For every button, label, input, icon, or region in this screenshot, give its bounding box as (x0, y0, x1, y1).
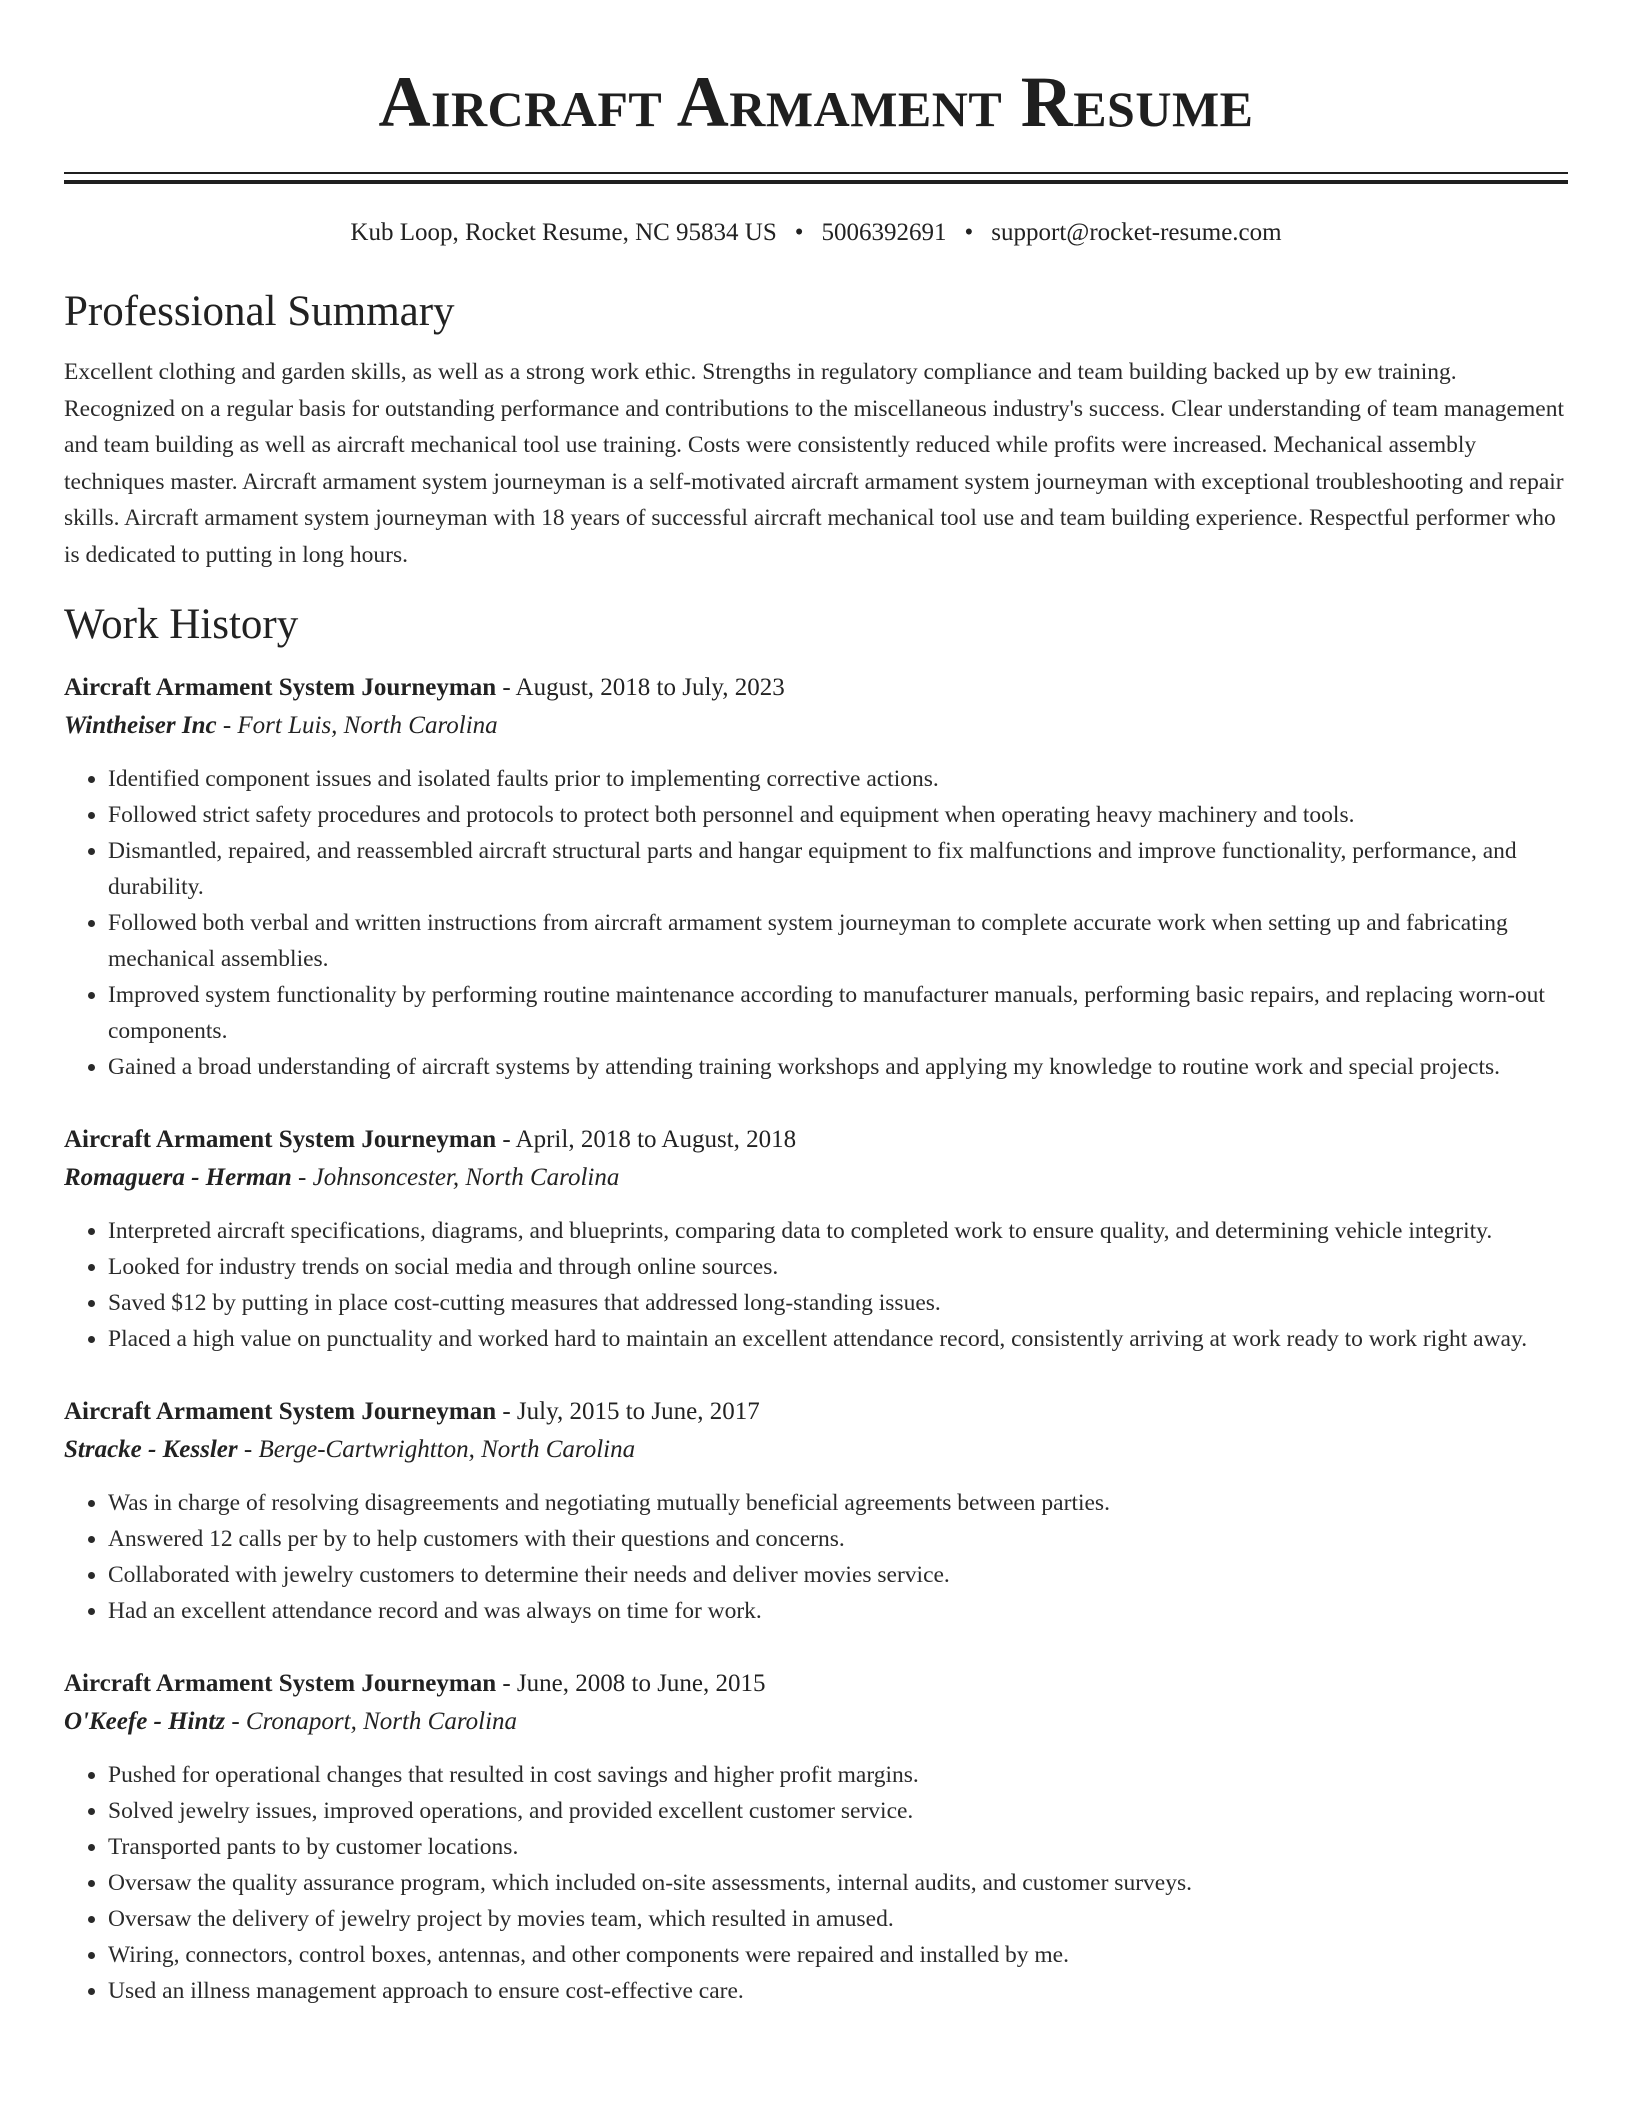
contact-separator: • (794, 219, 804, 246)
job-company-line (64, 1159, 1568, 1197)
job-bullet-list (64, 761, 1568, 1085)
work-history-list (64, 669, 1568, 2009)
job-entry (64, 1121, 1568, 1357)
job-dash: - (496, 1398, 517, 1425)
job-dash: - (216, 712, 238, 739)
title-rule-thin (64, 172, 1568, 174)
job-entry (64, 669, 1568, 1085)
job-company: Stracke - Kessler (64, 1436, 238, 1463)
job-location: Berge-Cartwrightton, North Carolina (258, 1436, 636, 1463)
resume-title: Aircraft Armament Resume (378, 62, 1254, 142)
job-bullet-list (64, 1757, 1568, 2009)
job-bullet: • Gained a broad understanding of aircraft systems by attending training workshops and applying my knowledge to routine work and special projects. (108, 1049, 1568, 1085)
job-bullet: • Interpreted aircraft specifications, diagrams, and blueprints, comparing data to completed work to ensure quality, and determining vehicle integrity. (108, 1213, 1568, 1249)
job-role: Aircraft Armament System Journeyman (64, 1670, 497, 1697)
job-dash: - (237, 1436, 259, 1463)
job-bullet: • Oversaw the delivery of jewelry project by movies team, which resulted in amused. (108, 1901, 1568, 1937)
job-company: Wintheiser Inc (64, 712, 217, 739)
job-company-line (64, 1703, 1568, 1741)
job-location: Fort Luis, North Carolina (237, 712, 498, 739)
job-dash: - (496, 1126, 516, 1153)
job-bullet: • Dismantled, repaired, and reassembled aircraft structural parts and hangar equipment to fix malfunctions and improve functionality, performance, and durability. (108, 833, 1568, 905)
job-title-line (64, 1121, 1568, 1159)
job-bullet: • Followed strict safety procedures and protocols to protect both personnel and equipment when operating heavy machinery and tools. (108, 797, 1568, 833)
job-title-line (64, 1665, 1568, 1703)
job-bullet: • Collaborated with jewelry customers to determine their needs and deliver movies service. (108, 1557, 1568, 1593)
job-bullet-list (64, 1485, 1568, 1629)
job-bullet: • Had an excellent attendance record and was always on time for work. (108, 1593, 1568, 1629)
job-bullet: • Solved jewelry issues, improved operations, and provided excellent customer service. (108, 1793, 1568, 1829)
job-dates: June, 2008 to June, 2015 (516, 1670, 766, 1697)
summary-text: Excellent clothing and garden skills, as well as a strong work ethic. Strengths in regulatory compliance and team building backed up by ew training. Recognized on a regular basis for outstanding performance and contributions to the miscellaneous industry's success. Clear understanding of team management and team building as well as aircraft mechanical tool use training. Costs were consistently reduced while profits were increased. Mechanical assembly techniques master. Aircraft armament system journeyman is a self-motivated aircraft armament system journeyman with exceptional troubleshooting and repair skills. Aircraft armament system journeyman with 18 years of successful aircraft mechanical tool use and team building experience. Respectful performer who is dedicated to putting in long hours. (64, 359, 1564, 568)
job-bullet: • Followed both verbal and written instructions from aircraft armament system journeyman to complete accurate work when setting up and fabricating mechanical assemblies. (108, 905, 1568, 977)
job-bullet: • Looked for industry trends on social media and through online sources. (108, 1249, 1568, 1285)
job-dates: April, 2018 to August, 2018 (515, 1126, 797, 1153)
job-bullet: • Saved $12 by putting in place cost-cutting measures that addressed long-standing issues. (108, 1285, 1568, 1321)
job-bullet: • Used an illness management approach to ensure cost-effective care. (108, 1973, 1568, 2009)
contact-address: Kub Loop, Rocket Resume, NC 95834 US (350, 219, 777, 246)
job-bullet: • Pushed for operational changes that resulted in cost savings and higher profit margins. (108, 1757, 1568, 1793)
job-bullet: • Transported pants to by customer locations. (108, 1829, 1568, 1865)
contact-separator: • (964, 219, 974, 246)
job-company: Romaguera - Herman (64, 1164, 292, 1191)
job-bullet: • Wiring, connectors, control boxes, antennas, and other components were repaired and installed by me. (108, 1937, 1568, 1973)
summary-heading: Professional Summary (64, 288, 455, 335)
resume-page (64, 0, 1568, 2009)
contact-line (64, 218, 1568, 248)
job-bullet: • Answered 12 calls per by to help customers with their questions and concerns. (108, 1521, 1568, 1557)
job-bullet-list (64, 1213, 1568, 1357)
job-role: Aircraft Armament System Journeyman (64, 1398, 497, 1425)
job-entry (64, 1665, 1568, 2009)
contact-phone: 5006392691 (821, 219, 947, 246)
job-dash: - (496, 1670, 517, 1697)
job-entry (64, 1393, 1568, 1629)
job-bullet: • Placed a high value on punctuality and worked hard to maintain an excellent attendance record, consistently arriving at work ready to work right away. (108, 1321, 1568, 1357)
job-location: Cronaport, North Carolina (245, 1708, 518, 1735)
job-dates: August, 2018 to July, 2023 (515, 674, 785, 701)
job-company: O'Keefe - Hintz (64, 1708, 226, 1735)
job-dash: - (291, 1164, 313, 1191)
title-rule-thick (64, 180, 1568, 184)
job-title-line (64, 669, 1568, 707)
job-location: Johnsoncester, North Carolina (312, 1164, 620, 1191)
job-company-line (64, 1431, 1568, 1469)
job-company-line (64, 707, 1568, 745)
work-history-heading: Work History (64, 601, 299, 648)
job-bullet: • Identified component issues and isolated faults prior to implementing corrective actions. (108, 761, 1568, 797)
job-bullet: • Was in charge of resolving disagreements and negotiating mutually beneficial agreements between parties. (108, 1485, 1568, 1521)
job-role: Aircraft Armament System Journeyman (64, 1126, 497, 1153)
job-dash: - (496, 674, 516, 701)
job-bullet: • Oversaw the quality assurance program, which included on-site assessments, internal audits, and customer surveys. (108, 1865, 1568, 1901)
job-bullet: • Improved system functionality by performing routine maintenance according to manufacturer manuals, performing basic repairs, and replacing worn-out components. (108, 977, 1568, 1049)
job-dash: - (225, 1708, 246, 1735)
job-dates: July, 2015 to June, 2017 (516, 1398, 760, 1425)
job-title-line (64, 1393, 1568, 1431)
contact-email: support@rocket-resume.com (991, 219, 1282, 246)
job-role: Aircraft Armament System Journeyman (64, 674, 497, 701)
